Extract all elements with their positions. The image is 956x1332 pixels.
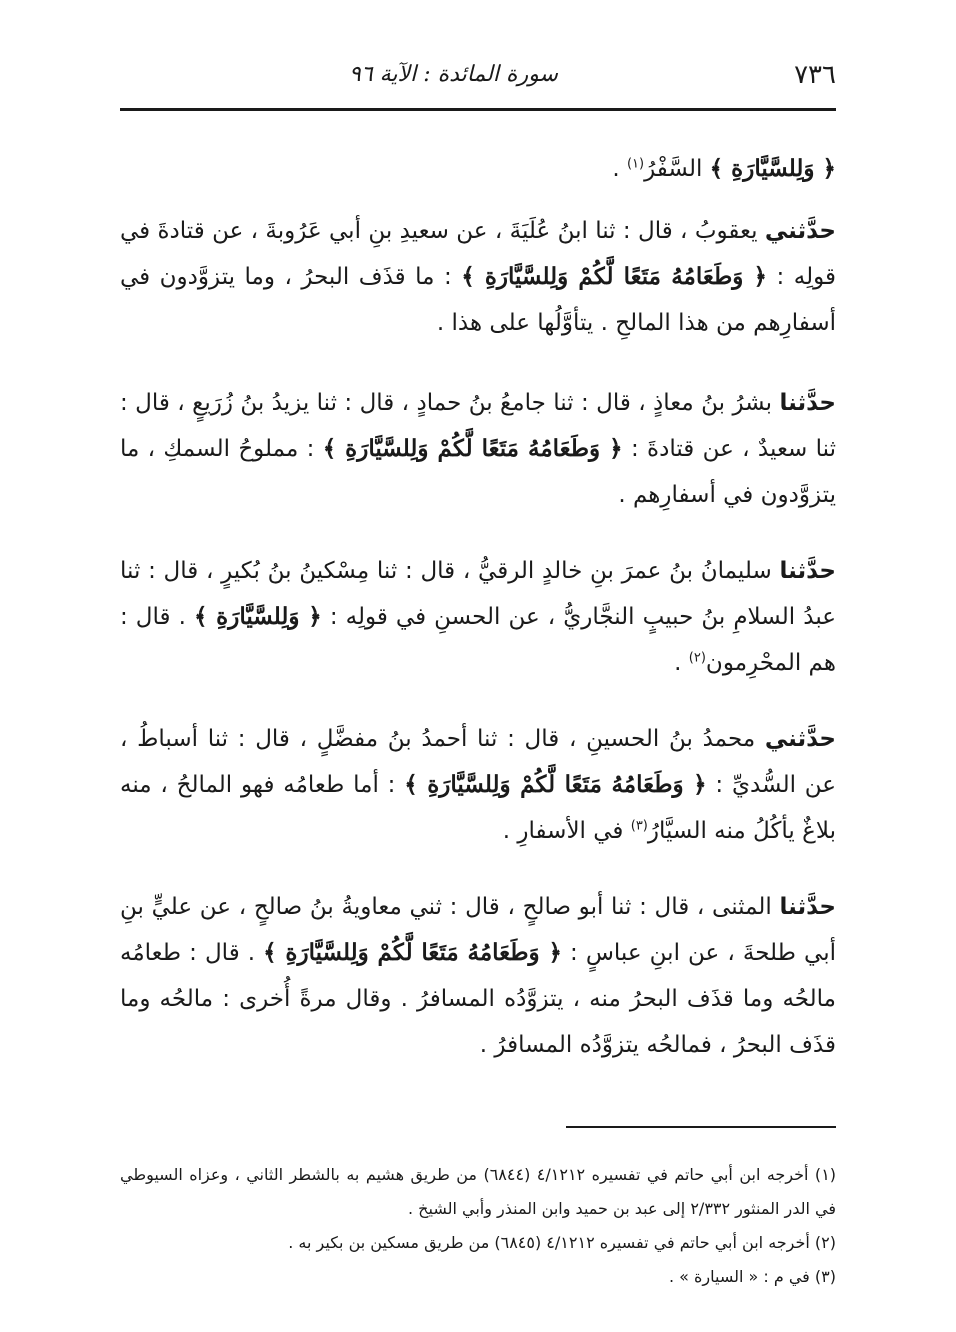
quran-quote: ﴿ وَطَعَامُهُ مَتَعًا لَّكُمْ وَلِلسَّيَّارَةِ ﴾ — [461, 263, 768, 290]
footnote-1: (١) أخرجه ابن أبي حاتم في تفسيره ٤/١٢١٢ (٦٨٤٤) من طريق هشيم به بالشطر الثاني ، وعزاه السيوطي في الدر المنثور ٢/٣٣٢ إلى عبد بن حميد وابن المنذر وأبي الشيخ . — [120, 1165, 837, 1218]
paragraph-end: . — [674, 650, 689, 676]
footnotes — [120, 1158, 836, 1294]
narrator-term: حدَّثنا — [779, 558, 836, 584]
paragraph-text: : مملوحُ السمكِ ، ما يتزوَّدون في أسفارِهم . — [120, 436, 836, 508]
footnote-2: (٢) أخرجه ابن أبي حاتم في تفسيره ٤/١٢١٢ (٦٨٤٥) من طريق مسكين بن بكير به . — [288, 1233, 836, 1252]
quran-quote: ﴿ وَلِلسَّيَّارَةِ ﴾ — [193, 603, 322, 630]
paragraph-end: في الأسفارِ . — [502, 818, 631, 844]
quran-quote: ﴿ وَطَعَامُهُ مَتَعًا لَّكُمْ وَلِلسَّيَّارَةِ ﴾ — [263, 939, 562, 966]
paragraph-text: . قال : طعامُه مالحُه وما قذَف البحرُ منه ، يتزوَّدُه المسافرُ . وقال مرةً أُخرى : مالحُه وما قذَف البحرُ ، فمالحُه يتزوَّدُه المسافرُ . — [120, 940, 836, 1058]
paragraph-text: : أما طعامُه فهو المالحُ ، منه بلاغٌ يأكُلُ منه السيَّارُ — [120, 772, 836, 844]
paragraph-4 — [120, 548, 836, 686]
paragraph-text: : ما قذَف البحرُ ، وما يتزوَّدون في أسفارِهم من هذا المالحِ . يتأوَّلُها على هذا . — [120, 264, 836, 336]
paragraph-text: المثنى ، قال : ثنا أبو صالحٍ ، قال : ثني معاويةُ بنُ صالحٍ ، عن عليٍّ بنِ أبي طلحةَ ، عن ابنِ عباسٍ : — [120, 894, 837, 966]
paragraph-text: . قال : هم المحْرِمون — [120, 604, 836, 676]
narrator-term: حدَّثني — [764, 218, 836, 244]
paragraph-text: يعقوبُ ، قال : ثنا ابنُ عُلَيَةَ ، عن سعيدِ بنِ أبي عَرُوبةَ ، عن قتادةَ في قولِه : — [120, 218, 836, 290]
footnote-ref: (٢) — [688, 650, 706, 666]
paragraph-text: محمدُ بنُ الحسينِ ، قال : ثنا أحمدُ بنُ مفضَّلٍ ، قال : ثنا أسباطُ ، عن السُّديِّ : — [120, 726, 837, 798]
page-number: ٧٣٦ — [794, 60, 836, 90]
page-header — [120, 58, 836, 96]
footnote-ref: (٣) — [630, 818, 648, 834]
paragraph-text: السَّفْرُ — [644, 156, 710, 182]
narrator-term: حدَّثنا — [779, 894, 836, 920]
paragraph-1 — [120, 146, 836, 192]
narrator-term: حدَّثني — [764, 726, 836, 752]
footnote-3: (٣) في م : « السيارة » . — [668, 1267, 836, 1286]
paragraph-2 — [120, 208, 836, 346]
paragraph-5 — [120, 716, 836, 854]
header-rule — [120, 108, 836, 111]
narrator-term: حدَّثنا — [779, 390, 836, 416]
quran-quote: ﴿ وَلِلسَّيَّارَةِ ﴾ — [709, 155, 836, 182]
paragraph-3 — [120, 380, 836, 518]
paragraph-6 — [120, 884, 836, 1068]
quran-quote: ﴿ وَطَعَامُهُ مَتَعًا لَّكُمْ وَلِلسَّيَّارَةِ ﴾ — [322, 435, 623, 462]
quran-quote: ﴿ وَطَعَامُهُ مَتَعًا لَّكُمْ وَلِلسَّيَّارَةِ ﴾ — [404, 771, 707, 798]
running-title: سورة المائدة : الآية ٩٦ — [349, 62, 558, 87]
paragraph-end: . — [612, 156, 627, 182]
footnote-rule — [566, 1126, 836, 1128]
paragraph-text: سليمانُ بنُ عمرَ بنِ خالدٍ الرقيُّ ، قال : ثنا مِسْكينُ بنُ بُكيرٍ ، قال : ثنا عبدُ السلامِ بنُ حبيبٍ النجَّاريُّ ، عن الحسنِ في قولِه : — [120, 558, 836, 630]
footnote-ref: (١) — [626, 156, 645, 172]
paragraph-text: بشرُ بنُ معاذٍ ، قال : ثنا جامعُ بنُ حمادٍ ، قال : ثنا يزيدُ بنُ زُرَيعٍ ، قال : ثنا سعيدٌ ، عن قتادةَ : — [120, 390, 836, 462]
